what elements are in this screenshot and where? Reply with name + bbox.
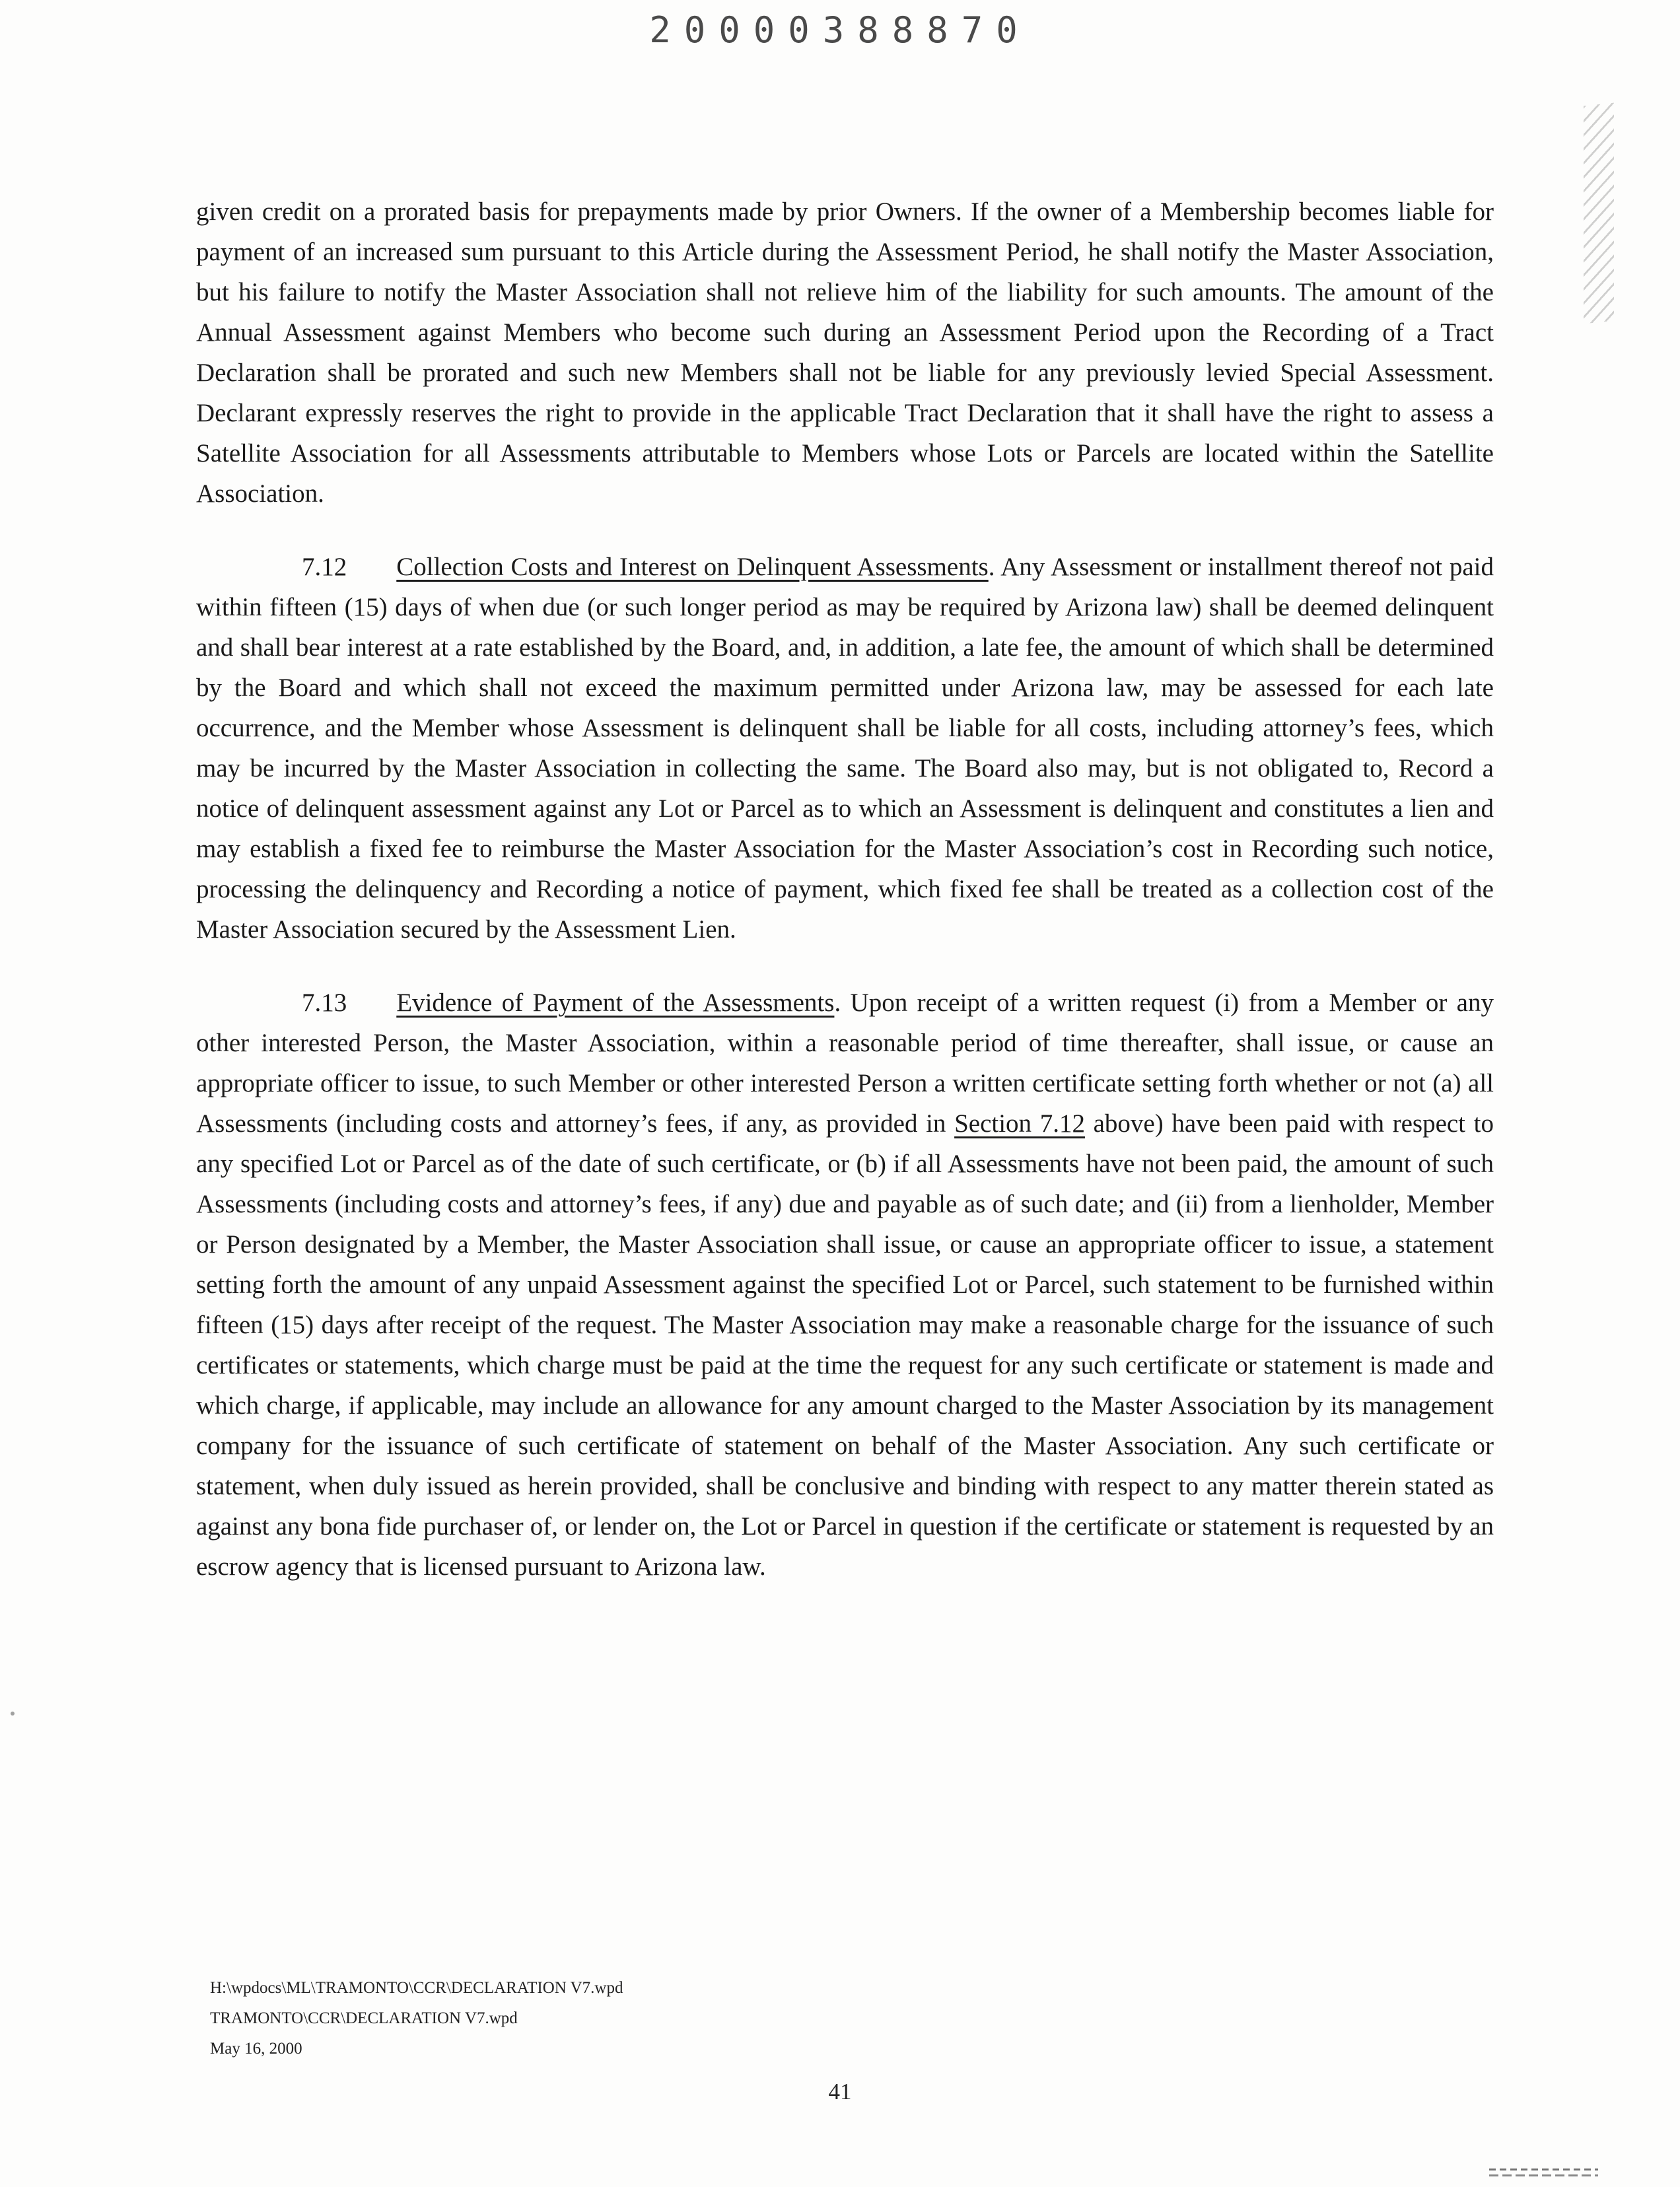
scan-artifact-smudge: [1489, 2169, 1598, 2179]
section-7-12-reference: Section 7.12: [954, 1109, 1085, 1138]
scan-speck: [11, 1712, 15, 1716]
section-body-text: . Upon receipt of a written request (i) from a Member or any other interested Person, the Master Association, within a reasonable period of time thereafter, shall issue, or cause an appropriate officer to issue, to such Member or other interested Person a written certificate setting forth whether or not (a) all Assessments (including costs and attorney’s fees, if any, as provided in: [196, 989, 1494, 1138]
section-heading: Evidence of Payment of the Assessments: [396, 989, 835, 1017]
footer-date: May 16, 2000: [210, 2040, 302, 2058]
footer-file-path-2: TRAMONTO\CCR\DECLARATION V7.wpd: [210, 2009, 518, 2027]
document-body: [196, 191, 1494, 1620]
section-body-text: above) have been paid with respect to any specified Lot or Parcel as of the date of such certificate, or (b) if all Assessments have not been paid, the amount of such Assessments (including costs and attorney’s fees, if any) due and payable as of such date; and (ii) from a lienholder, Member or Person designated by a Member, the Master Association shall issue, or cause an appropriate officer to issue, a statement setting forth the amount of any unpaid Assessment against the specified Lot or Parcel, such statement to be furnished within fifteen (15) days after receipt of the request. The Master Association may make a reasonable charge for the issuance of such certificates or statements, which charge must be paid at the time the request for any such certificate or statement is made and which charge, if applicable, may include an allowance for any amount charged to the Master Association by its management company for the issuance of such certificate of statement on behalf of the Master Association. Any such certificate or statement, when duly issued as herein provided, shall be conclusive and binding with respect to any matter therein stated as against any bona fide purchaser of, or lender on, the Lot or Parcel in question if the certificate or statement is requested by an escrow agency that is licensed pursuant to Arizona law.: [196, 1109, 1494, 1581]
section-body-text: . Any Assessment or installment thereof not paid within fifteen (15) days of when due (or such longer period as may be required by Arizona law) shall be deemed delinquent and shall bear interest at a rate established by the Board, and, in addition, a late fee, the amount of which shall be determined by the Board and which shall not exceed the maximum permitted under Arizona law, may be assessed for each late occurrence, and the Member whose Assessment is delinquent shall be liable for all costs, including attorney’s fees, which may be incurred by the Master Association in collecting the same. The Board also may, but is not obligated to, Record a notice of delinquent assessment against any Lot or Parcel as to which an Assessment is delinquent and constitutes a lien and may establish a fixed fee to reimburse the Master Association for the Master Association’s cost in Recording such notice, processing the delinquency and Recording a notice of payment, which fixed fee shall be treated as a collection cost of the Master Association secured by the Assessment Lien.: [196, 553, 1494, 944]
section-number: 7.13: [302, 989, 347, 1017]
page-number: 41: [828, 2079, 852, 2104]
section-number: 7.12: [302, 553, 347, 581]
section-7-12-paragraph: [196, 547, 1494, 950]
intro-paragraph: given credit on a prorated basis for prepayments made by prior Owners. If the owner of a Membership becomes liable for payment of an increased sum pursuant to this Article during the Assessment Period, he shall notify the Master Association, but his failure to notify the Master Association shall not relieve him of the liability for such amounts. The amount of the Annual Assessment against Members who become such during an Assessment Period upon the Recording of a Tract Declaration shall be prorated and such new Members shall not be liable for any previously levied Special Assessment. Declarant expressly reserves the right to provide in the applicable Tract Declaration that it shall have the right to assess a Satellite Association for all Assessments attributable to Members whose Lots or Parcels are located within the Satellite Association.: [196, 197, 1494, 508]
scan-artifact-binding-marks: [1584, 103, 1614, 324]
section-heading: Collection Costs and Interest on Delinquent Assessments: [396, 553, 989, 581]
recording-stamp-number: 20000388870: [649, 9, 1031, 51]
footer-file-path-1: H:\wpdocs\ML\TRAMONTO\CCR\DECLARATION V7.wpd: [210, 1979, 623, 1997]
section-7-13-paragraph: [196, 983, 1494, 1587]
document-footer: [210, 1973, 623, 2064]
